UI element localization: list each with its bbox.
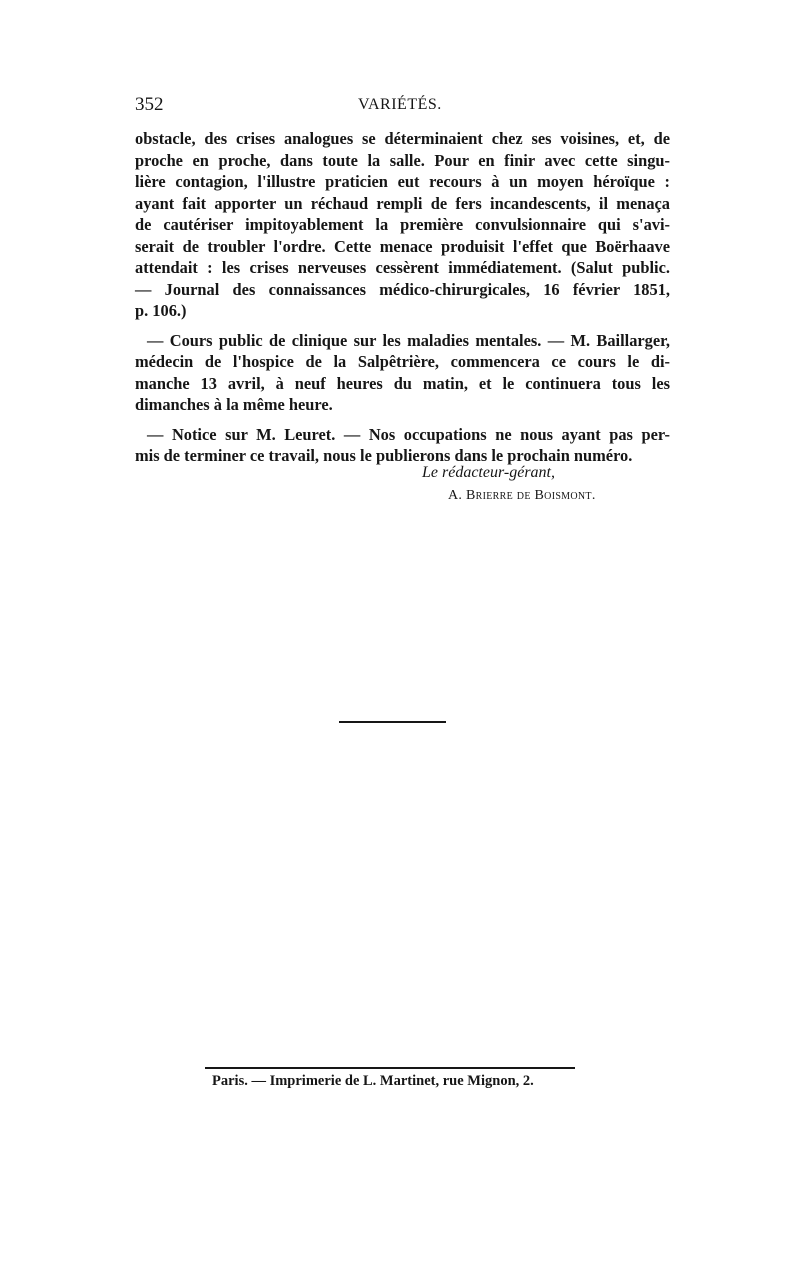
text-line: — Notice sur M. Leuret. — Nos occupations ne nous ayant pas per- xyxy=(147,424,670,444)
body-text xyxy=(135,128,670,467)
section-divider xyxy=(339,721,446,723)
text-line: ayant fait apporter un réchaud rempli de fers incandescents, il menaça xyxy=(135,193,670,213)
footer-rule xyxy=(205,1067,575,1069)
signature-role: Le rédacteur-gérant, xyxy=(422,464,555,481)
paragraph-3 xyxy=(135,424,670,467)
text-line: mis de terminer ce travail, nous le publierons dans le prochain numéro. xyxy=(135,446,633,465)
text-line: dimanches à la même heure. xyxy=(135,395,333,414)
page-number: 352 xyxy=(135,94,164,115)
signature-name: A. Brierre de Boismont. xyxy=(448,488,596,503)
text-line: obstacle, des crises analogues se déterminaient chez ses voisines, et, de xyxy=(135,129,670,148)
text-line: proche en proche, dans toute la salle. Pour en finir avec cette singu- xyxy=(135,150,670,170)
running-head xyxy=(135,94,670,116)
running-title: VARIÉTÉS. xyxy=(358,96,442,113)
paragraph-2 xyxy=(135,330,670,416)
text-line: — Cours public de clinique sur les maladies mentales. — M. Baillarger, xyxy=(147,330,670,350)
text-line: de cautériser impitoyablement la première convulsionnaire qui s'avi- xyxy=(135,215,670,234)
text-line: — Journal des connaissances médico-chirurgicales, 16 février 1851, xyxy=(135,279,670,299)
printer-imprint: Paris. — Imprimerie de L. Martinet, rue Mignon, 2. xyxy=(212,1073,534,1089)
text-line: manche 13 avril, à neuf heures du matin, et le continuera tous les xyxy=(135,373,670,393)
text-line: p. 106.) xyxy=(135,301,187,320)
text-line: serait de troubler l'ordre. Cette menace produisit l'effet que Boërhaave xyxy=(135,236,670,256)
paragraph-1 xyxy=(135,128,670,322)
text-line: attendait : les crises nerveuses cessèrent immédiatement. (Salut public. xyxy=(135,258,670,277)
text-line: médecin de l'hospice de la Salpêtrière, commencera ce cours le di- xyxy=(135,352,670,371)
text-line: lière contagion, l'illustre praticien eut recours à un moyen héroïque : xyxy=(135,172,670,191)
